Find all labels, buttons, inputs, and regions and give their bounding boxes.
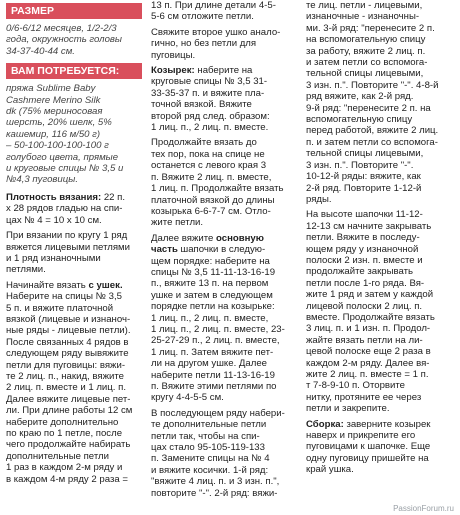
second-ear-paragraph: Свяжите второе ушко анало- гично, но без петли для пуговицы. xyxy=(151,26,281,61)
cables-continuation: те лиц. петли - лицевыми, изнаночные - изнаночны- ми. 3-й ряд: "перенесите 2 п. на вспомогательную спицу за работу, вяжите 2 лиц. п. и затем петли со вспомога- тельной спицы лицевыми, 3 изн. п.". Повторите "-". 4-8-й ряд вяжите, как 2-й ряд. 9-й ряд: "перенесите 2 п. на вспомогательную спицу перед работой, вяжите 2 лиц. п. и затем петли со вспомога- тельной спицы лицевыми, 3 изн. п.". Повторите "-". 10-12-й ряды: вяжите, как 2-й ряд. Повторите 1-12-й ряды. xyxy=(306,0,439,205)
size-text: 0/6-6/12 месяцев, 1/2-2/3 года, окружность головы 34-37-40-44 см. xyxy=(6,23,122,57)
cables-paragraph: В последующем ряду набери- те дополнительные петли петли так, чтобы на спи- цах стало 95-105-119-133 п. Замените спицы на № 4 и вяжите косички. 1-й ряд: "вяжите 4 лиц. п. и 3 изн. п.", повторите "-". 2-й ряд: вяжи- xyxy=(151,407,285,499)
size-header: РАЗМЕР xyxy=(6,3,142,19)
main-part-label: основную часть xyxy=(151,232,264,256)
closing-paragraph: На высоте шапочки 11-12- 12-13 см начните закрывать петли. Вяжите в последу- ющем ряду у изнаночной полоски 2 изн. п. вместе и продолжайте закрывать петли после 1-го ряда. Вя- жите 1 ряд и затем у каждой лицевой полоски 2 лиц. п. вместе. Продолжайте вязать 3 лиц. п. и 1 изн. п. Продол- жайте вязать петли на ли- цевой полоске еще 2 раза в каждом 2-м ряду. Далее вя- жите 2 лиц. п. вместе = 1 п. т 7-8-9-10 п. Оторвите нитку, протяните ее через петли и закрепите. xyxy=(306,209,435,415)
ears-intro: Начинайте вязать xyxy=(6,279,89,291)
density-paragraph xyxy=(6,192,142,226)
assembly-label: Сборка: xyxy=(306,418,344,430)
column-middle xyxy=(151,0,299,505)
ear-continuation: 13 п. При длине детали 4-5- 5-6 см отложите петли. xyxy=(151,0,276,23)
visor-paragraph xyxy=(151,65,299,133)
visor-continue-paragraph: Продолжайте вязать до тех пор, пока на спице не останется с левого края 3 п. Вяжите 2 лиц. п. вместе, 1 лиц. п. Продолжайте вязать платочной вязкой до длины козырька 6-6-7-7 см. Отло- жите петли. xyxy=(151,137,284,229)
column-left xyxy=(6,0,142,505)
main-part-instructions: шапочки в следую- щем порядке: наберите на спицы № 3,5 11-11-13-16-19 п., вяжите 13 п. на первом ушке и затем в следующем порядке петли на козырьке: 1 лиц. п., 2 лиц. п. вместе, 1 лиц. п., 2 лиц. п. вместе, 23- 25-27-29 п., 2 лиц. п. вместе, 1 лиц. п. Затем вяжите пет- ли на другом ушке. Далее наберите петли 11-13-16-19 п. Вяжите этими петлями по кругу 4-4-5-5 см. xyxy=(151,244,285,404)
main-part-intro: Далее вяжите xyxy=(151,232,217,244)
assembly-instructions: заверните козырек наверх и прикрепите его пуговицами к шапочке. Еще одну пуговицу пришейте на край ушка. xyxy=(306,418,431,476)
visor-instructions: наберите на круговые спицы № 3,5 31- 33-35-37 п. и вяжите пла- точной вязкой. Вяжите второй ряд след. образом: 1 лиц. п., 2 лиц. п. вместе. xyxy=(151,65,270,134)
assembly-paragraph xyxy=(306,419,456,476)
column-right xyxy=(306,0,456,505)
main-part-paragraph xyxy=(151,233,299,404)
site-watermark: PassionForum.ru xyxy=(393,504,454,513)
ears-label: с ушек. xyxy=(88,279,123,291)
density-label: Плотность вязания: xyxy=(6,191,102,203)
visor-label: Козырек: xyxy=(151,65,195,77)
ears-instructions: Наберите на спицы № 3,5 5 п. и вяжите платочной вязкой (лицевые и изнаноч- ные ряды - лицевые петли). После связанных 4 рядов в следующем ряду вывяжите петли для пуговицы: вяжи- те 2 лиц. п., накид, вяжите 2 лиц. п. вместе и 1 лиц. п. Далее вяжите лицевые пет- ли. При длине работы 12 см наберите дополнительно по краю по 1 петле, после чего продолжайте набирать дополнительные петли 1 раз в каждом 2-м ряду и в каждом 4-м ряду 2 раза = xyxy=(6,291,133,485)
round-knitting-note: При вязании по кругу 1 ряд вяжется лицевыми петлями и 1 ряд изнаночными петлями. xyxy=(6,230,130,276)
materials-header: ВАМ ПОТРЕБУЕТСЯ: xyxy=(6,63,142,79)
materials-text: пряжа Sublime Baby Cashmere Merino Silk dk (75% мериносовая шерсть, 20% шелк, 5% кашемир, 116 м/50 г) – 50-100-100-100-100 г голубого цвета, прямые и круговые спицы № 3,5 и №4,3 пуговицы. xyxy=(6,83,124,186)
density-text: 22 п. х 28 рядов гладью на спи- цах № 4 = 10 х 10 см. xyxy=(6,191,126,226)
ears-paragraph xyxy=(6,280,142,485)
